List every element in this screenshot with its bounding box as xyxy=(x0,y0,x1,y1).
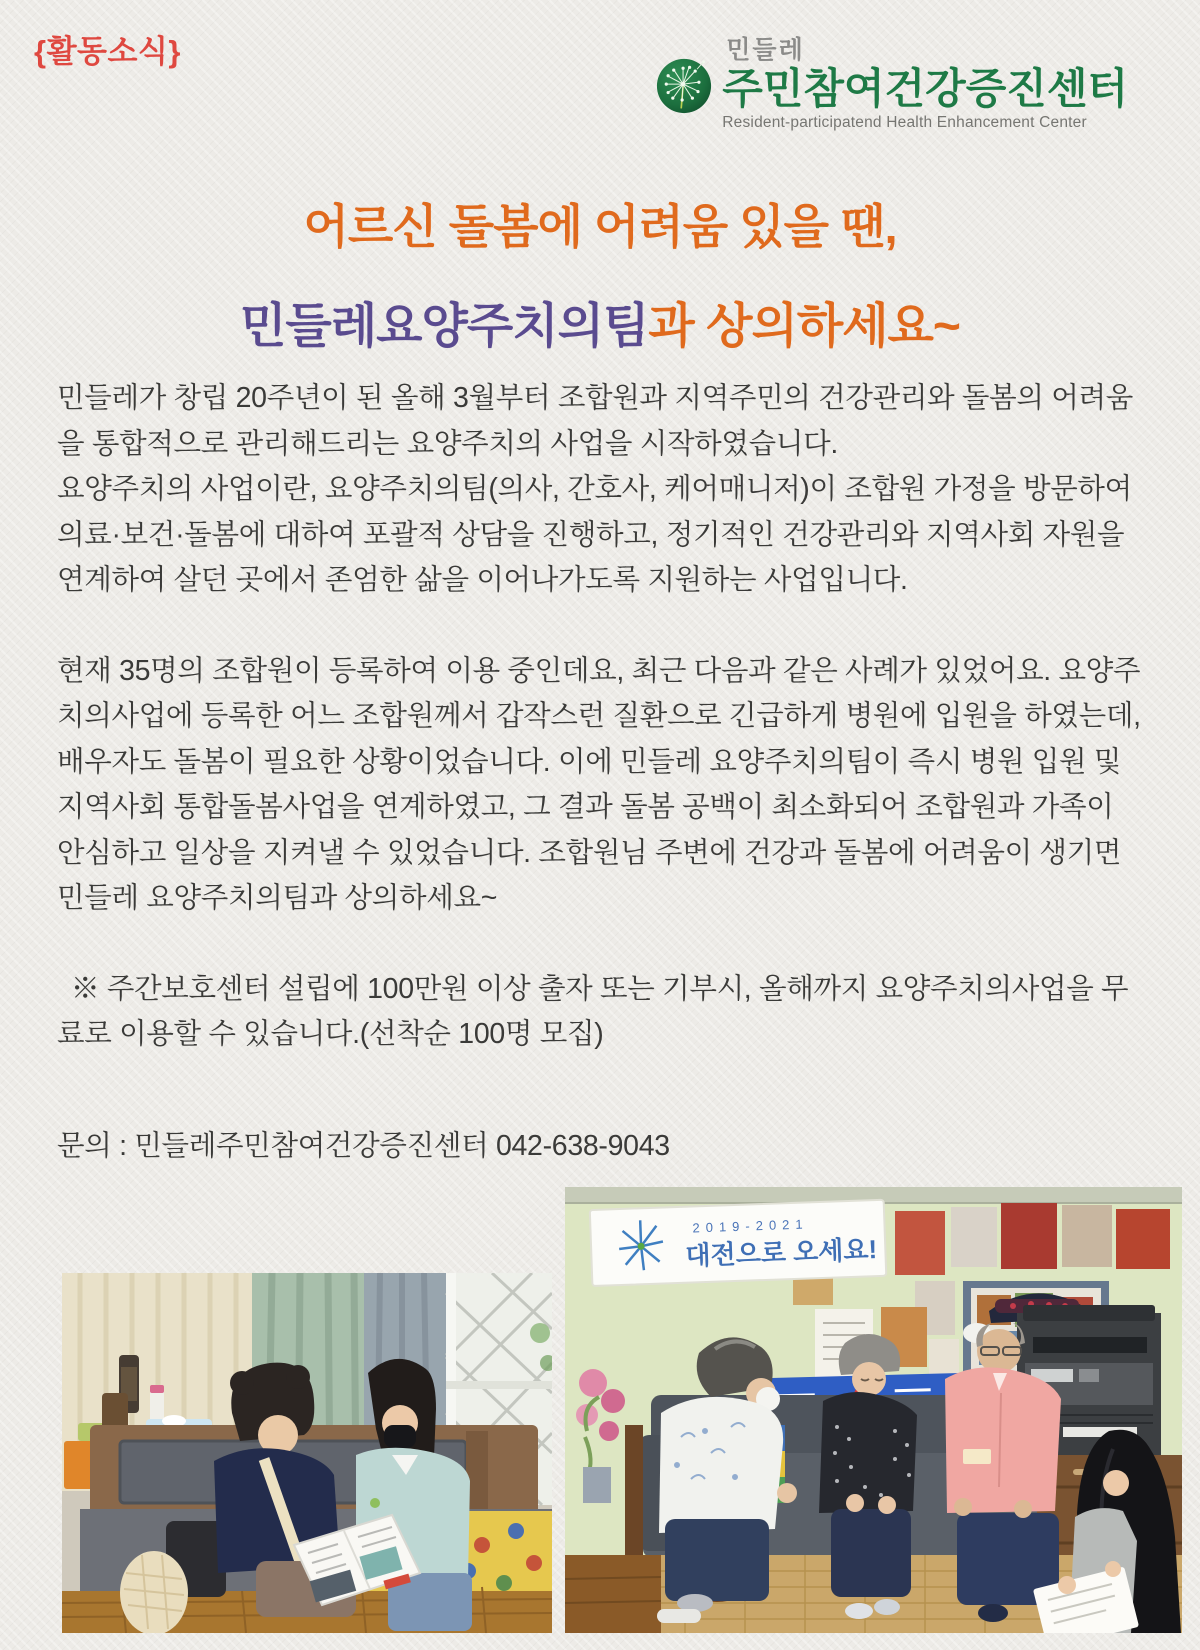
headline-line2-rest: 과 상의하세요~ xyxy=(648,300,960,353)
photo-home-visit-booklet xyxy=(62,1273,552,1633)
section-tag: {활동소식} xyxy=(34,34,181,69)
dandelion-icon xyxy=(656,58,712,114)
org-logo-texts xyxy=(722,30,1128,132)
paragraph-intro-2: 요양주치의 사업이란, 요양주치의팀(의사, 간호사, 케어매니저)이 조합원 가정을 방문하여 의료·보건·돌봄에 대하여 포괄적 상담을 진행하고, 정기적인 건강관리와 지역사회 자원을 연계하여 살던 곳에서 존엄한 삶을 이어나가도록 지원하는 사업입니다. xyxy=(57,473,1132,596)
paragraph-case-story: 현재 35명의 조합원이 등록하여 이용 중인데요, 최근 다음과 같은 사례가 있었어요. 요양주치의사업에 등록한 어느 조합원께서 갑작스런 질환으로 긴급하게 병원에 입원을 하였는데, 배우자도 돌봄이 필요한 상황이었습니다. 이에 민들레 요양주치의팀이 즉시 병원 입원 및 지역사회 통합돌봄사업을 연계하였고, 그 결과 돌봄 공백이 최소화되어 조합원과 가족이 안심하고 일상을 지켜낼 수 있었습니다. 조합원님 주변에 건강과 돌봄에 어려움이 생기면 민들레 요양주치의팀과 상의하세요~ xyxy=(57,654,1141,914)
paragraph-note: ※ 주간보호센터 설립에 100만원 이상 출자 또는 기부시, 올해까지 요양주치의사업을 무료로 이용할 수 있습니다.(선착순 100명 모집) xyxy=(57,972,1129,1050)
paragraph-intro-1: 민들레가 창립 20주년이 된 올해 3월부터 조합원과 지역주민의 건강관리와 돌봄의 어려움을 통합적으로 관리해드리는 요양주치의 사업을 시작하였습니다. xyxy=(57,382,1133,460)
headline-line1: 어르신 돌봄에 어려움 있을 땐, xyxy=(303,200,897,253)
banner-years-text: 2019-2021 xyxy=(692,1216,809,1236)
photo-home-visit-counselling xyxy=(565,1187,1182,1633)
contact-line: 문의 : 민들레주민참여건강증진센터 042-638-9043 xyxy=(57,1129,670,1162)
banner-welcome-text: 대전으로 오세요! xyxy=(684,1234,878,1271)
headline-line2 xyxy=(0,287,1200,356)
headline-team-name: 민들레요양주치의팀 xyxy=(240,300,649,353)
headline xyxy=(0,190,1200,356)
body-copy xyxy=(57,376,1145,1169)
org-name-small: 민들레 xyxy=(726,36,805,64)
org-name: 주민참여건강증진센터 xyxy=(722,65,1128,112)
org-logo xyxy=(656,30,1128,132)
org-name-english: Resident-participatend Health Enhancement Center xyxy=(722,114,1087,132)
